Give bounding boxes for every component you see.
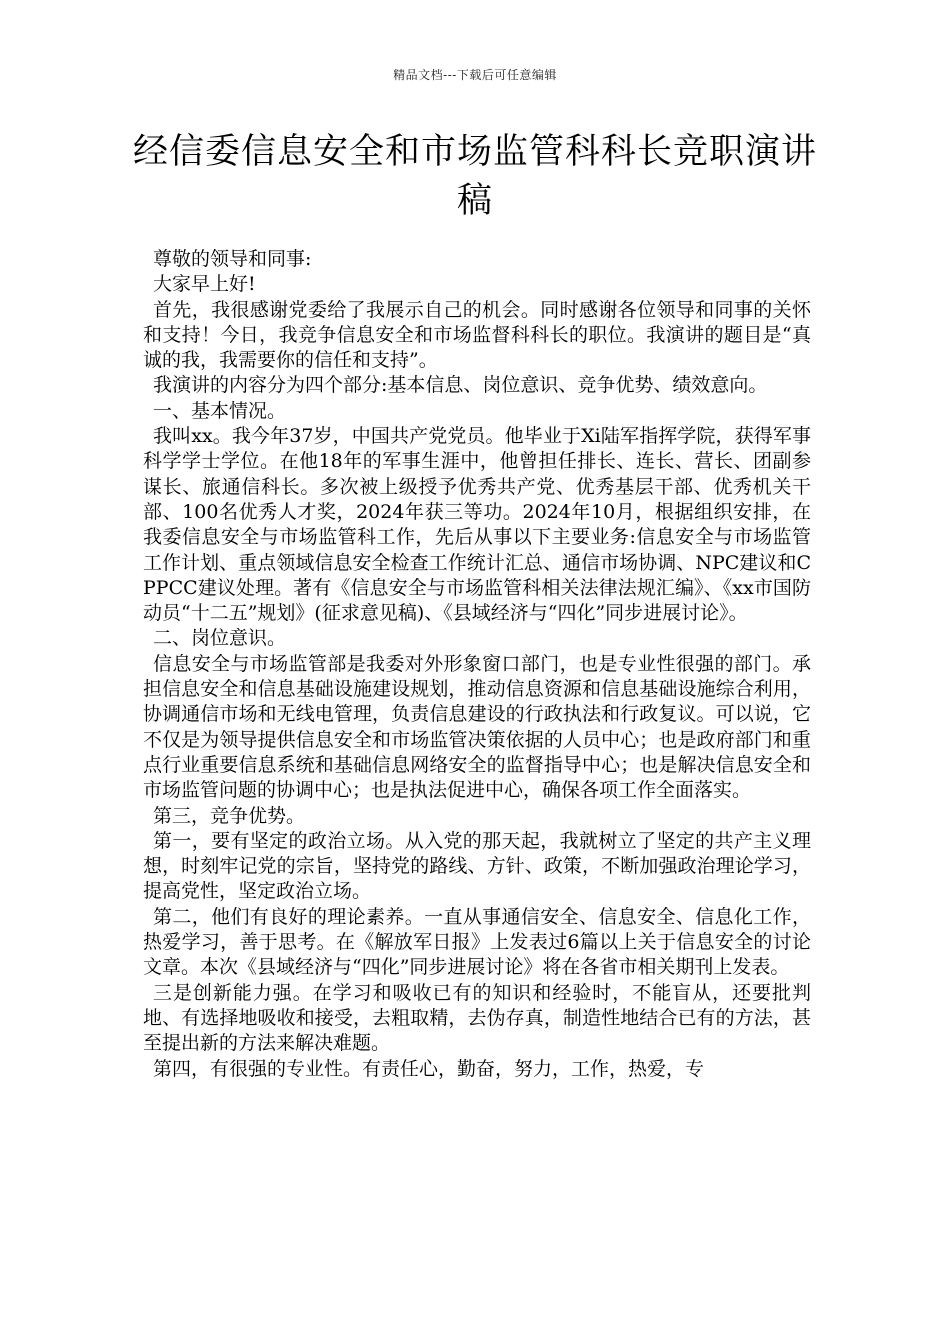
section-heading-competitive-advantage: 第三，竞争优势。 xyxy=(153,804,306,827)
paragraph-intro: 首先，我很感谢党委给了我展示自己的机会。同时感谢各位领导和同事的关怀和支持！今日，我竞争信息安全和市场监督科科长的职位。我演讲的题目是“真诚的我，我需要你的信任和支持”。 xyxy=(143,298,811,372)
section-heading-position-awareness: 二、岗位意识。 xyxy=(153,627,287,650)
paragraph-advantage-2: 第二，他们有良好的理论素养。一直从事通信安全、信息安全、信息化工作，热爱学习，善于思考。在《解放军日报》上发表过6篇以上关于信息安全的讨论文章。本次《县域经济与“四化”同步进展讨论》将在各省市相关期刊上发表。 xyxy=(143,905,811,979)
paragraph-advantage-3: 三是创新能力强。在学习和吸收已有的知识和经验时，不能盲从，还要批判地、有选择地吸收和接受，去粗取精，去伪存真，制造性地结合已有的方法，甚至提出新的方法来解决难题。 xyxy=(143,981,811,1055)
paragraph-outline: 我演讲的内容分为四个部分:基本信息、岗位意识、竞争优势、绩效意向。 xyxy=(153,374,768,397)
paragraph-advantage-1: 第一，要有坚定的政治立场。从入党的那天起，我就树立了坚定的共产主义理想，时刻牢记党的宗旨，坚持党的路线、方针、政策，不断加强政治理论学习，提高党性，坚定政治立场。 xyxy=(143,829,811,903)
document-body xyxy=(143,247,811,1082)
paragraph-advantage-4: 第四，有很强的专业性。有责任心，勤奋，努力，工作，热爱，专 xyxy=(153,1057,705,1080)
document-title: 经信委信息安全和市场监管科科长竞职演讲稿 xyxy=(132,132,817,221)
page-header-note: 精品文档---下载后可任意编辑 xyxy=(393,68,557,82)
section-heading-basic-info: 一、基本情况。 xyxy=(153,399,287,422)
paragraph-basic-info: 我叫xx。我今年37岁，中国共产党党员。他毕业于Xi陆军指挥学院，获得军事科学学士学位。在他18年的军事生涯中，他曾担任排长、连长、营长、团副参谋长、旅通信科长。多次被上级授予优秀共产党、优秀基层干部、优秀机关干部、100名优秀人才奖，2024年获三等功。2024年10月，根据组织安排，在我委信息安全与市场监管科工作，先后从事以下主要业务:信息安全与市场监管工作计划、重点领域信息安全检查工作统计汇总、通信市场协调、NPC建议和CPPCC建议处理。著有《信息安全与市场监管科相关法律法规汇编》、《xx市国防动员“十二五”规划》(征求意见稿)、《县域经济与“四化”同步进展讨论》。 xyxy=(143,425,811,625)
salutation: 尊敬的领导和同事: xyxy=(153,248,312,270)
greeting: 大家早上好! xyxy=(153,273,256,296)
paragraph-position-awareness: 信息安全与市场监管部是我委对外形象窗口部门，也是专业性很强的部门。承担信息安全和信息基础设施建设规划，推动信息资源和信息基础设施综合利用，协调通信市场和无线电管理，负责信息建设的行政执法和行政复议。可以说，它不仅是为领导提供信息安全和市场监管决策依据的人员中心；也是政府部门和重点行业重要信息系统和基础信息网络安全的监督指导中心；也是解决信息安全和市场监管问题的协调中心；也是执法促进中心，确保各项工作全面落实。 xyxy=(143,652,811,802)
